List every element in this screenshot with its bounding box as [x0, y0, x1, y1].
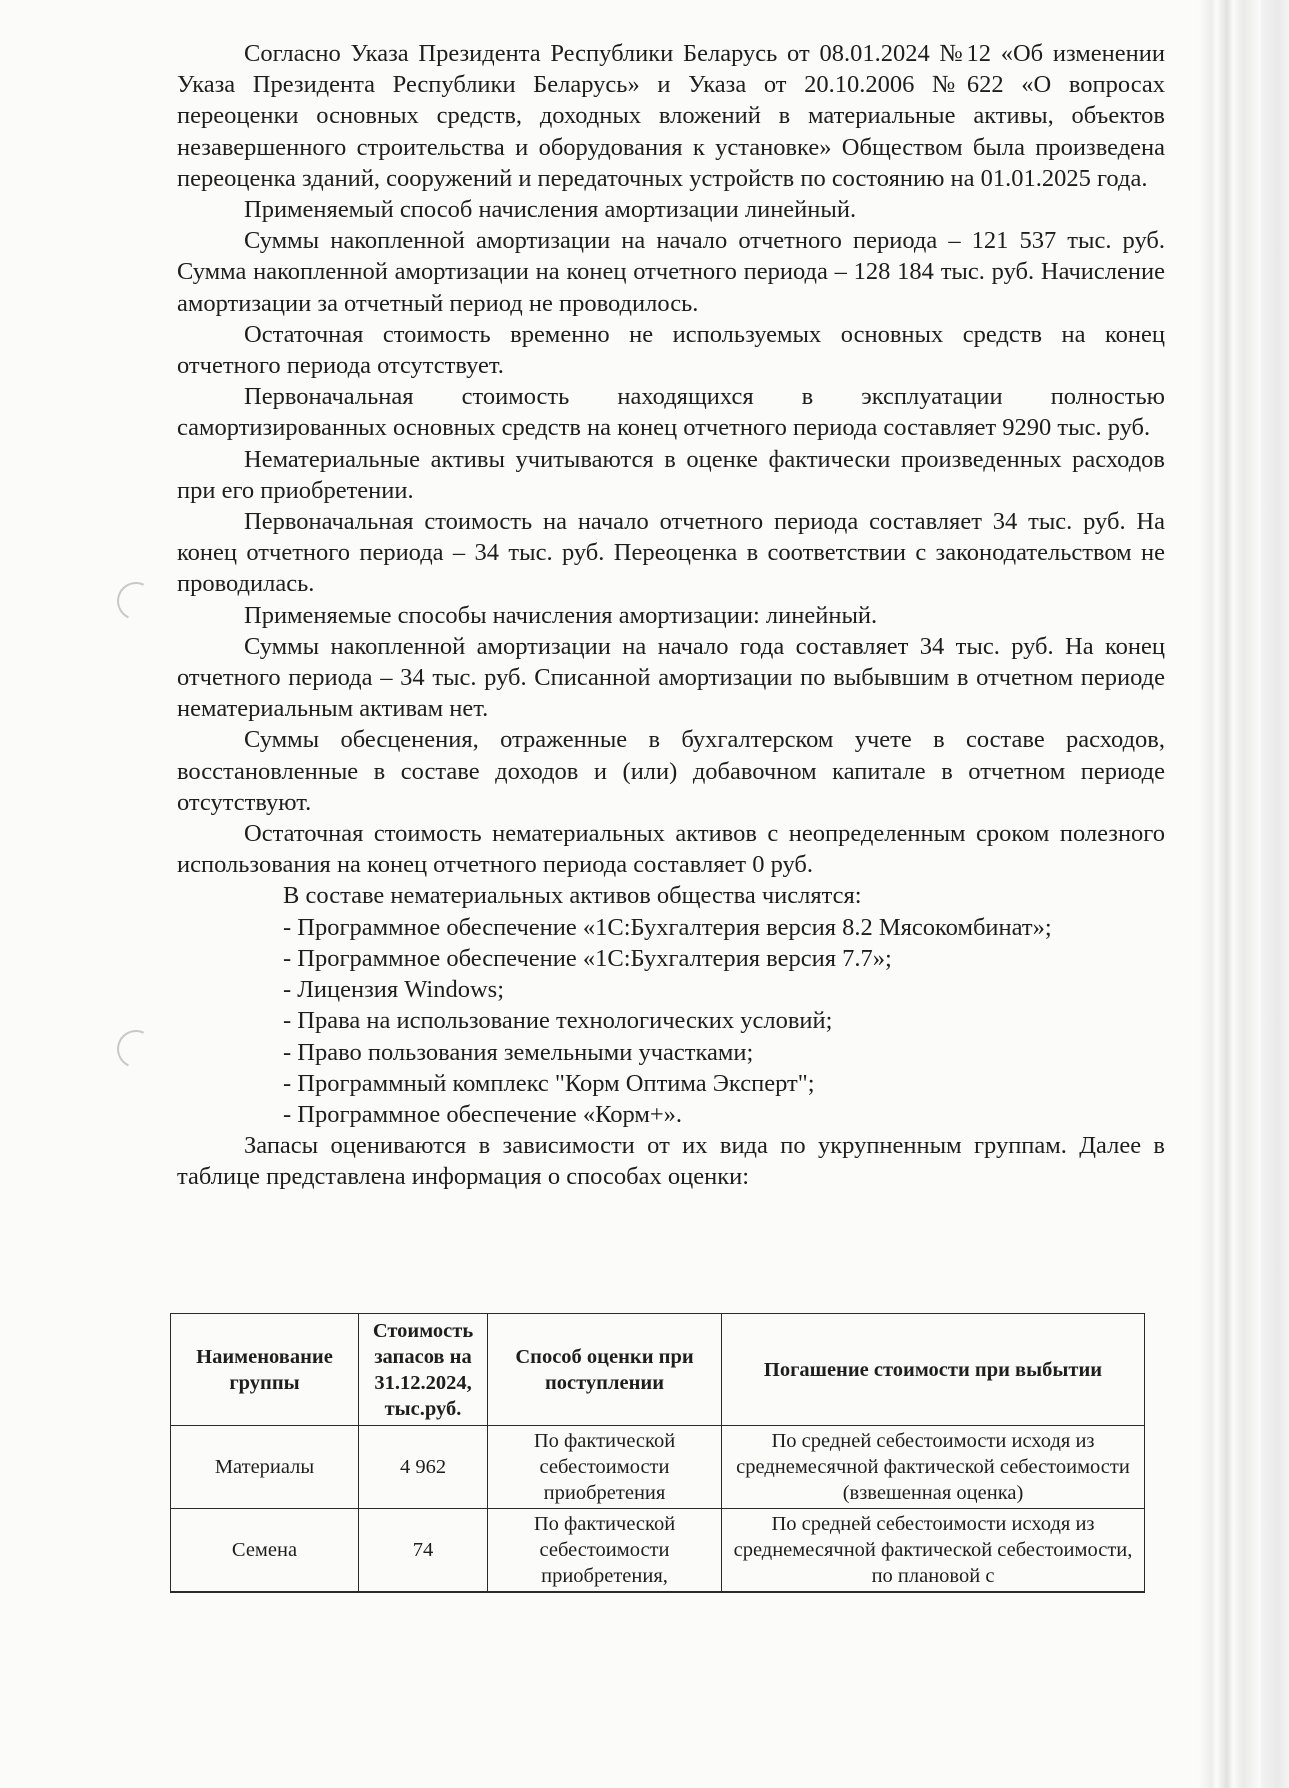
list-item: - Программное обеспечение «Корм+». — [283, 1100, 683, 1128]
punch-hole-mark — [112, 577, 161, 626]
paragraph-idle-assets: Остаточная стоимость временно не используемых основных средств на конец отчетного периода отсутствует. — [177, 320, 1165, 380]
header-disposal-method: Погашение стоимости при выбытии — [722, 1314, 1145, 1426]
paragraph-intangibles-method: Применяемые способы начисления амортизации: линейный. — [244, 601, 878, 629]
inventory-valuation-table — [170, 1313, 1145, 1593]
paragraph-impairment: Суммы обесценения, отраженные в бухгалтерском учете в составе расходов, восстановленные в составе доходов и (или) добавочном капитале в отчетном периоде отсутствуют. — [177, 726, 1165, 816]
cell-disposal-method: По средней себестоимости исходя из среднемесячной фактической себестоимости (взвешенная оценка) — [722, 1426, 1145, 1509]
list-item: - Программный комплекс "Корм Оптима Эксперт"; — [283, 1069, 815, 1097]
table-row — [171, 1509, 1145, 1593]
table-row — [171, 1426, 1145, 1509]
table-header-row — [171, 1314, 1145, 1426]
cell-disposal-method: По средней себестоимости исходя из среднемесячной фактической себестоимости, по плановой с — [722, 1509, 1145, 1593]
header-group-name: Наименование группы — [171, 1314, 359, 1426]
cell-receipt-method: По фактической себестоимости приобретения, — [488, 1509, 722, 1593]
cell-receipt-method: По фактической себестоимости приобретения — [488, 1426, 722, 1509]
paragraph-accumulated-depreciation: Суммы накопленной амортизации на начало отчетного периода – 121 537 тыс. руб. Сумма накопленной амортизации на конец отчетного периода – 128 184 тыс. руб. Начисление амортизации за отчетный период не проводилось. — [177, 227, 1165, 317]
paragraph-intangibles-cost: Первоначальная стоимость на начало отчетного периода составляет 34 тыс. руб. На конец отчетного периода – 34 тыс. руб. Переоценка в соответствии с законодательством не проводилась. — [177, 508, 1165, 598]
list-item: - Лицензия Windows; — [283, 976, 505, 1004]
cell-group-name: Материалы — [171, 1426, 359, 1509]
list-item: - Право пользования земельными участками; — [283, 1038, 754, 1066]
list-item: - Права на использование технологических условий; — [283, 1007, 833, 1035]
list-intro: В составе нематериальных активов общества числятся: — [283, 882, 862, 910]
header-receipt-method: Способ оценки при поступлении — [488, 1314, 722, 1426]
list-item: - Программное обеспечение «1С:Бухгалтерия версия 8.2 Мясокомбинат»; — [283, 913, 1052, 941]
paragraph-depreciation-method: Применяемый способ начисления амортизации линейный. — [244, 196, 857, 224]
scan-edge-shadow — [1199, 0, 1261, 1788]
list-item: - Программное обеспечение «1С:Бухгалтерия версия 7.7»; — [283, 944, 892, 972]
header-stock-value: Стоимость запасов на 31.12.2024, тыс.руб. — [359, 1314, 488, 1426]
cell-stock-value: 74 — [359, 1509, 488, 1593]
paragraph-intangibles-amortization: Суммы накопленной амортизации на начало года составляет 34 тыс. руб. На конец отчетного периода – 34 тыс. руб. Списанной амортизации по выбывшим в отчетном периоде нематериальным активам нет. — [177, 632, 1165, 723]
paragraph-indefinite-life: Остаточная стоимость нематериальных активов с неопределенным сроком полезного использования на конец отчетного периода составляет 0 руб. — [177, 820, 1165, 879]
cell-stock-value: 4 962 — [359, 1426, 488, 1509]
paragraph-inventory-intro: Запасы оцениваются в зависимости от их вида по укрупненным группам. Далее в таблице представлена информация о способах оценки: — [177, 1132, 1165, 1191]
paragraph-intangibles-valuation: Нематериальные активы учитываются в оценке фактически произведенных расходов при его приобретении. — [177, 445, 1165, 504]
paragraph-fully-depreciated: Первоначальная стоимость находящихся в эксплуатации полностью самортизированных основных средств на конец отчетного периода составляет 9290 тыс. руб. — [177, 383, 1165, 442]
document-body — [177, 38, 1165, 1193]
cell-group-name: Семена — [171, 1509, 359, 1593]
punch-hole-mark — [112, 1025, 161, 1074]
paragraph-revaluation: Согласно Указа Президента Республики Беларусь от 08.01.2024 №12 «Об изменении Указа Президента Республики Беларусь» и Указа от 20.10.2006 №622 «О вопросах переоценки основных средств, доходных вложений в материальные активы, объектов незавершенного строительства и оборудования к установке» Обществом была произведена переоценка зданий, сооружений и передаточных устройств по состоянию на 01.01.2025 года. — [177, 40, 1165, 192]
scan-edge-margin — [1261, 0, 1289, 1788]
